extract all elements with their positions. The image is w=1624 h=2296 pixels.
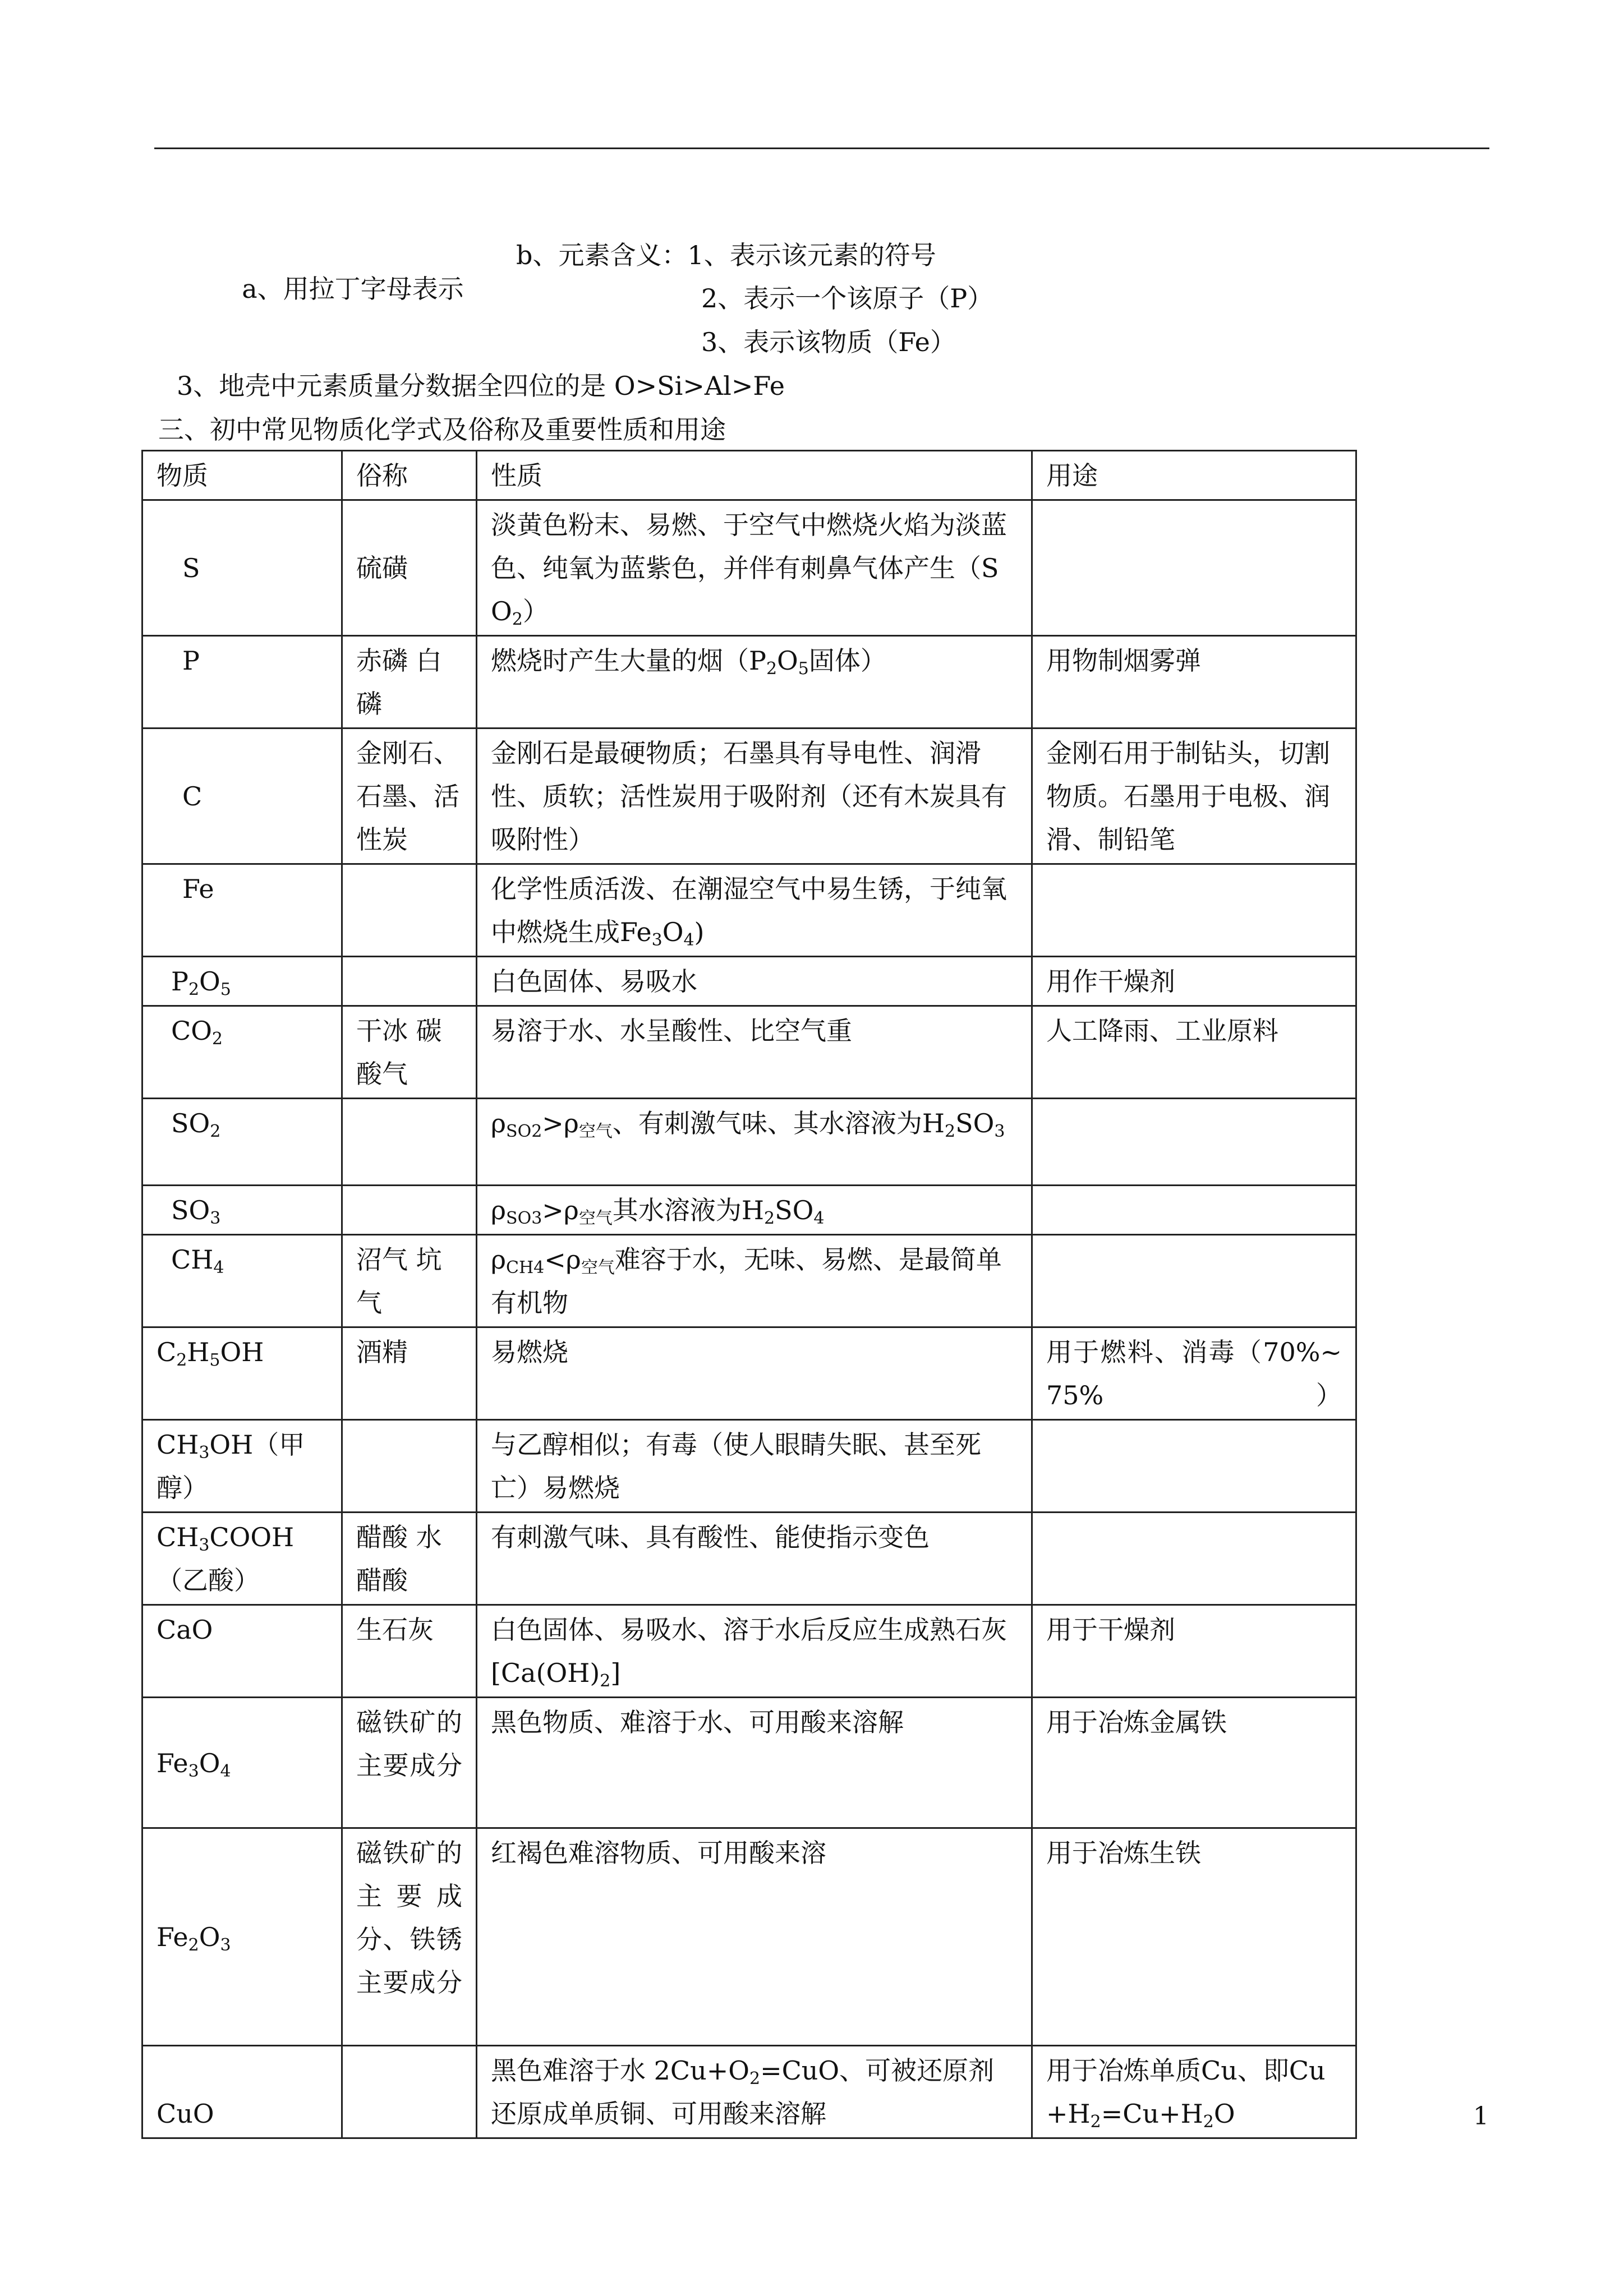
table-row <box>142 1513 1356 1605</box>
header-rule <box>154 147 1489 149</box>
cell-property: $\rho_{SO3}>\rho_{空气}$其水溶液为$H_2SO_4$ <box>477 1186 1032 1235</box>
cell-use: 用于干燥剂 <box>1032 1605 1356 1698</box>
cell-common-name: 酒精 <box>342 1327 477 1420</box>
cell-use <box>1032 500 1356 636</box>
cell-substance: $CH_4$ <box>142 1235 342 1327</box>
page-number: 1 <box>1473 2102 1489 2131</box>
table-row <box>142 1327 1356 1420</box>
cell-use: 用于燃料、消毒（70%~75%） <box>1032 1327 1356 1420</box>
header-substance: 物质 <box>142 451 342 500</box>
cell-use: 用于冶炼生铁 <box>1032 1828 1356 2046</box>
cell-property: $\rho_{CH4}<\rho_{空气}$难容于水，无味、易燃、是最简单有机物 <box>477 1235 1032 1327</box>
cell-property: 红褐色难溶物质、可用酸来溶 <box>477 1828 1032 2046</box>
table-row <box>142 1006 1356 1099</box>
cell-common-name <box>342 1420 477 1513</box>
table-row <box>142 1698 1356 1828</box>
cell-property: 金刚石是最硬物质；石墨具有导电性、润滑性、质软；活性炭用于吸附剂（还有木炭具有吸附性） <box>477 729 1032 864</box>
cell-property: 有刺激气味、具有酸性、能使指示变色 <box>477 1513 1032 1605</box>
cell-property: 易溶于水、水呈酸性、比空气重 <box>477 1006 1032 1099</box>
table-row <box>142 1186 1356 1235</box>
cell-substance: Fe <box>142 864 342 957</box>
cell-use <box>1032 1099 1356 1186</box>
cell-common-name: 磁铁矿的主要成分、铁锈主要成分 <box>342 1828 477 2046</box>
cell-property: $\rho_{SO2}>\rho_{空气}$、有刺激气味、其水溶液为$H_2SO_3$ <box>477 1099 1032 1186</box>
cell-common-name <box>342 864 477 957</box>
table-header-row <box>142 451 1356 500</box>
table-row <box>142 1235 1356 1327</box>
cell-use: 金刚石用于制钻头，切割物质。石墨用于电极、润滑、制铅笔 <box>1032 729 1356 864</box>
cell-common-name: 沼气 坑气 <box>342 1235 477 1327</box>
cell-property: 与乙醇相似；有毒（使人眼睛失眠、甚至死亡）易燃烧 <box>477 1420 1032 1513</box>
cell-substance: $SO_2$ <box>142 1099 342 1186</box>
cell-property: 燃烧时产生大量的烟（$P_2O_5$固体） <box>477 636 1032 729</box>
cell-common-name <box>342 1186 477 1235</box>
cell-property: 淡黄色粉末、易燃、于空气中燃烧火焰为淡蓝色、纯氧为蓝紫色，并伴有刺鼻气体产生$(SO_2)$ <box>477 500 1032 636</box>
cell-substance: $C_2H_5OH$ <box>142 1327 342 1420</box>
table-row <box>142 1420 1356 1513</box>
table-row <box>142 729 1356 864</box>
common-name-line: 赤磷 白磷 <box>356 646 442 719</box>
cell-common-name: 干冰 碳酸气 <box>342 1006 477 1099</box>
cell-use: 人工降雨、工业原料 <box>1032 1006 1356 1099</box>
cell-substance: S <box>142 500 342 636</box>
cell-use: 用于冶炼金属铁 <box>1032 1698 1356 1828</box>
cell-use: 用物制烟雾弹 <box>1032 636 1356 729</box>
cell-common-name: 硫磺 <box>342 500 477 636</box>
cell-common-name: 醋酸 水醋酸 <box>342 1513 477 1605</box>
table-row <box>142 1099 1356 1186</box>
header-property: 性质 <box>477 451 1032 500</box>
cell-substance: C <box>142 729 342 864</box>
cell-use: 用作干燥剂 <box>1032 957 1356 1006</box>
cell-use <box>1032 1513 1356 1605</box>
cell-substance: P <box>142 636 342 729</box>
cell-use <box>1032 1235 1356 1327</box>
cell-property: 化学性质活泼、在潮湿空气中易生锈，于纯氧中燃烧生成$Fe_3O_4$) <box>477 864 1032 957</box>
cell-substance: CuO <box>142 2046 342 2138</box>
cell-common-name <box>342 957 477 1006</box>
table-row <box>142 1605 1356 1698</box>
table-row <box>142 1828 1356 2046</box>
table-row <box>142 500 1356 636</box>
table-row <box>142 636 1356 729</box>
cell-use <box>1032 1420 1356 1513</box>
intro-item-a: a、用拉丁字母表示 <box>242 274 464 304</box>
cell-substance: $Fe_3O_4$ <box>142 1698 342 1828</box>
cell-property: 黑色难溶于水 $2Cu+O_2=CuO$、可被还原剂还原成单质铜、可用酸来溶解 <box>477 2046 1032 2138</box>
cell-use <box>1032 864 1356 957</box>
cell-property: 白色固体、易吸水 <box>477 957 1032 1006</box>
cell-common-name: 生石灰 <box>342 1605 477 1698</box>
intro-line-3: 3、表示该物质（Fe） <box>701 327 956 357</box>
cell-common-name <box>342 636 477 729</box>
cell-substance: CaO <box>142 1605 342 1698</box>
cell-substance: $P_2O_5$ <box>142 957 342 1006</box>
cell-substance: $SO_3$ <box>142 1186 342 1235</box>
header-use: 用途 <box>1032 451 1356 500</box>
intro-item-b: b、元素含义：1、表示该元素的符号 <box>516 240 936 270</box>
cell-use <box>1032 1186 1356 1235</box>
cell-substance: $CH_3COOH$（乙酸） <box>142 1513 342 1605</box>
cell-substance: $CO_2$ <box>142 1006 342 1099</box>
crust-element-line: 3、地壳中元素质量分数据全四位的是 O>Si>Al>Fe <box>177 371 785 401</box>
cell-substance: $Fe_2O_3$ <box>142 1828 342 2046</box>
cell-property: 白色固体、易吸水、溶于水后反应生成熟石灰$[Ca(OH)_2]$ <box>477 1605 1032 1698</box>
cell-substance: $CH_3OH$（甲醇） <box>142 1420 342 1513</box>
intro-line-2: 2、表示一个该原子（P） <box>701 283 993 313</box>
cell-use: 用于冶炼单质Cu、即$Cu+H_2=Cu+H_2O$ <box>1032 2046 1356 2138</box>
table-row <box>142 2046 1356 2138</box>
cell-common-name: 磁铁矿的主要成分 <box>342 1698 477 1828</box>
cell-property: 黑色物质、难溶于水、可用酸来溶解 <box>477 1698 1032 1828</box>
cell-common-name <box>342 1099 477 1186</box>
cell-property: 易燃烧 <box>477 1327 1032 1420</box>
cell-common-name <box>342 2046 477 2138</box>
cell-common-name: 金刚石、石墨、活性炭 <box>342 729 477 864</box>
header-common-name: 俗称 <box>342 451 477 500</box>
table-row <box>142 957 1356 1006</box>
substance-table <box>141 450 1357 2139</box>
table-row <box>142 864 1356 957</box>
section-title: 三、初中常见物质化学式及俗称及重要性质和用途 <box>158 414 726 445</box>
